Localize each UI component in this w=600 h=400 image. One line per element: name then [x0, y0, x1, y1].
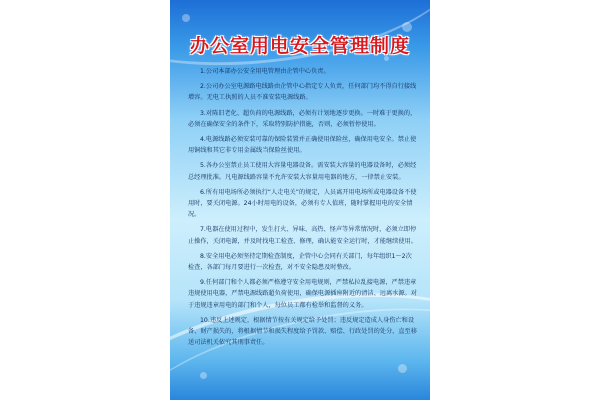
regulation-item: 7.电器在使用过程中，发生打火、异味、高热、怪声等异常情况时，必须立即停止操作，关闭电源，并及时找电工检查、修理，确认能安全运行时，才能继续使用。	[188, 226, 417, 245]
regulation-item: 5.各办公室禁止员工使用大容量电器设备。需安装大容量的电器设备时，必须经总经理批准。凡电源线路容量不允许安装大容量用电器的地方，一律禁止安装。	[188, 162, 417, 181]
decorative-bubble	[182, 14, 190, 22]
poster-title: 办公室用电安全管理制度	[189, 35, 410, 57]
regulation-item: 9.任何部门和个人都必须严格遵守安全用电规则，严禁私拉乱接电源，严禁违章违规使用电器，严禁电源线路超负荷使用，确保电源插座附近的清洁、远离水源。对于违规违章用电的部门和个人，每位员工都有检举和监督的义务。	[188, 279, 417, 309]
regulation-item: 2.公司办公室电源路电线路由企管中心指定专人负责，任何部门均不得自行接线增容。无电工执照的人员不准安装电源线路。	[188, 83, 417, 102]
regulation-item: 3.对陈旧老化、超负荷的电源线路，必须有计划地逐步更换。一时难于更换的，必须在确保安全的条件下，采取特别防护措施，否则，必须暂停使用。	[188, 109, 417, 128]
decorative-bubble	[398, 364, 407, 373]
decorative-bubble	[200, 372, 207, 379]
regulation-item: 1.公司本部办公安全用电管理由企管中心负责。	[200, 68, 330, 75]
regulation-item: 4.电源线路必须安装可靠的保险装置并正确使用保险丝，确保用电安全。禁止使用铜线和其它非专用金属线当保险丝使用。	[188, 136, 417, 155]
regulation-item: 10.违反上述规定，根据情节按有关规定给予处罚；违反规定造成人身伤亡和设备、财产损失的，将根据情节和损失程度给予罚款、赔偿、行政处罚的处分，直至移送司法机关依究其刑事责任。	[188, 316, 417, 347]
safety-poster	[170, 0, 430, 400]
regulation-item: 8.安全用电必须坚持定期检查制度，企管中心会同有关部门，每年组织1～2次检查，各部门每月要进行一次检查，对不安全隐患及时整改。	[188, 252, 412, 272]
regulations-body	[188, 66, 417, 352]
regulation-item: 6.所有用电场所必须执行“人走电关”的规定，人员离开用电场所或电器设备不使用时，要关闭电源。24小时用电的设备，必须有专人值班，随时掌握用电的安全情况。	[188, 188, 417, 219]
